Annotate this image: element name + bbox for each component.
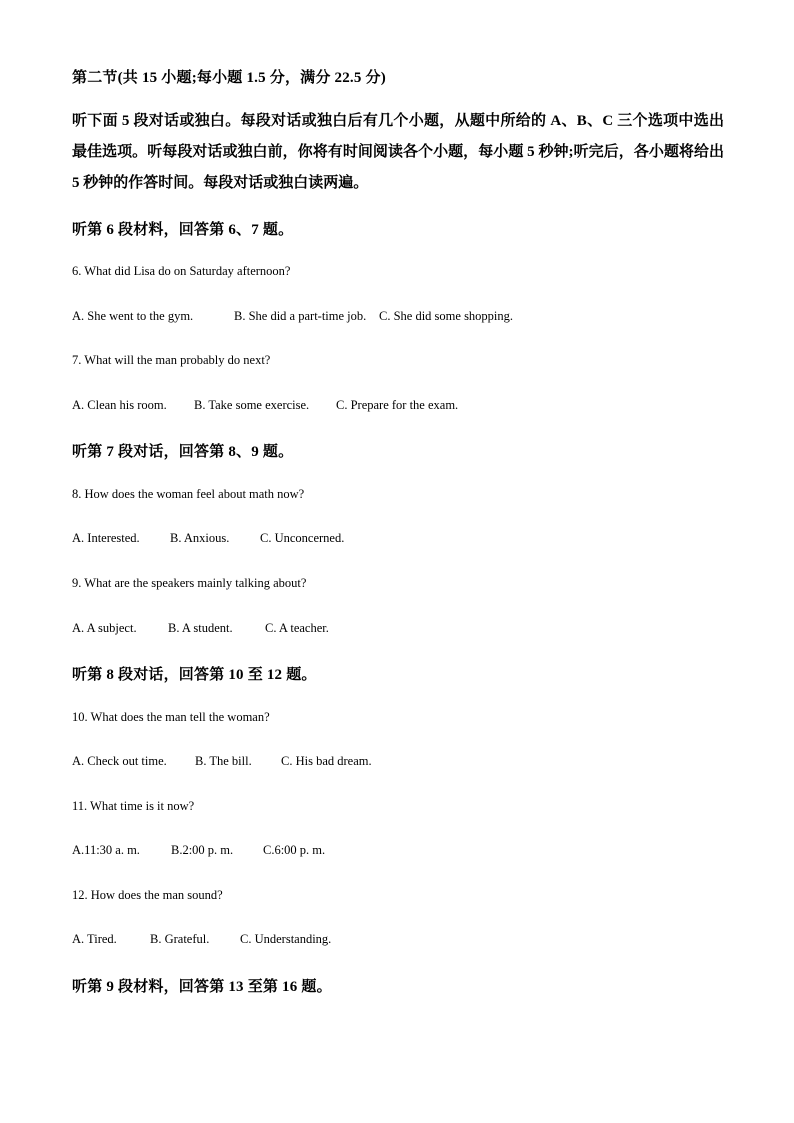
section-header: 第二节(共 15 小题;每小题 1.5 分，满分 22.5 分)	[72, 70, 386, 86]
option-8-a: A. Interested.	[72, 531, 140, 545]
option-7-a: A. Clean his room.	[72, 398, 167, 412]
option-10-c: C. His bad dream.	[281, 754, 372, 768]
option-9-b: B. A student.	[168, 621, 233, 635]
option-10-a: A. Check out time.	[72, 754, 167, 768]
options-9	[72, 621, 329, 636]
question-7: 7. What will the man probably do next?	[72, 353, 271, 367]
option-6-c: C. She did some shopping.	[379, 309, 514, 323]
options-6	[72, 309, 513, 324]
option-6-a: A. She went to the gym.	[72, 309, 194, 323]
option-8-b: B. Anxious.	[170, 531, 230, 545]
option-11-b: B.2:00 p. m.	[171, 843, 234, 857]
options-12	[72, 932, 331, 947]
option-8-c: C. Unconcerned.	[260, 531, 345, 545]
option-11-c: C.6:00 p. m.	[263, 843, 326, 857]
question-12: 12. How does the man sound?	[72, 888, 223, 902]
options-10	[72, 754, 372, 769]
option-12-b: B. Grateful.	[150, 932, 210, 946]
group-heading-6-7: 听第 6 段材料，回答第 6、7 题。	[72, 222, 294, 238]
options-7	[72, 398, 458, 413]
group-heading-13-16: 听第 9 段材料，回答第 13 至第 16 题。	[72, 979, 332, 995]
option-12-a: A. Tired.	[72, 932, 117, 946]
option-7-c: C. Prepare for the exam.	[336, 398, 459, 412]
option-7-b: B. Take some exercise.	[194, 398, 310, 412]
question-11: 11. What time is it now?	[72, 799, 195, 813]
question-6: 6. What did Lisa do on Saturday afternoon?	[72, 264, 291, 278]
question-8: 8. How does the woman feel about math now?	[72, 487, 305, 501]
option-6-b: B. She did a part-time job.	[234, 309, 367, 323]
instructions-paragraph: 听下面 5 段对话或独白。每段对话或独白后有几个小题，从题中所给的 A、B、C 三个选项中选出最佳选项。听每段对话或独白前，你将有时间阅读各个小题，每小题 5 秒钟;听完后，各小题将给出 5 秒钟的作答时间。每段对话或独白读两遍。	[72, 113, 724, 191]
options-8	[72, 531, 344, 546]
question-9: 9. What are the speakers mainly talking about?	[72, 576, 307, 590]
group-heading-10-12: 听第 8 段对话，回答第 10 至 12 题。	[72, 667, 317, 683]
group-heading-8-9: 听第 7 段对话，回答第 8、9 题。	[72, 444, 294, 460]
option-11-a: A.11:30 a. m.	[72, 843, 140, 857]
options-11	[72, 843, 325, 858]
option-12-c: C. Understanding.	[240, 932, 332, 946]
option-9-c: C. A teacher.	[265, 621, 329, 635]
option-10-b: B. The bill.	[195, 754, 252, 768]
question-10: 10. What does the man tell the woman?	[72, 710, 270, 724]
option-9-a: A. A subject.	[72, 621, 137, 635]
